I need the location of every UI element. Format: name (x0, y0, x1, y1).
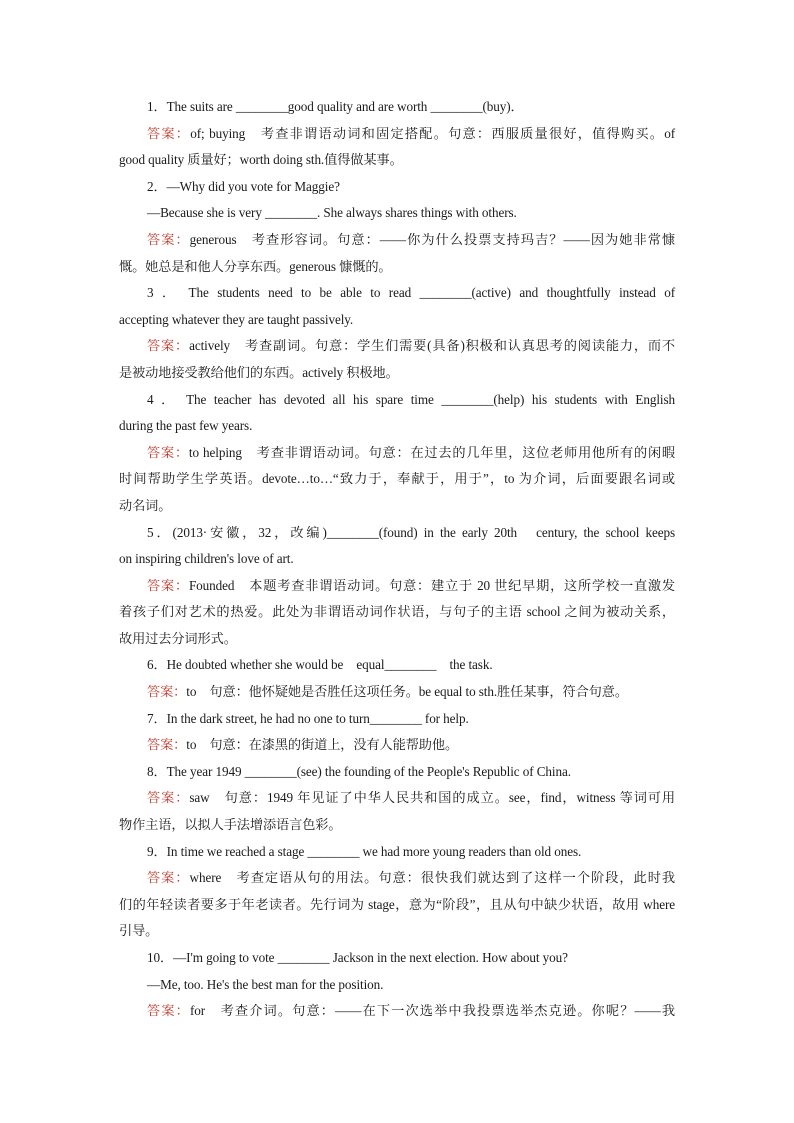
question-line: accepting whatever they are taught passively. (119, 311, 354, 327)
answer-line (119, 785, 675, 812)
exercise-item-1 (119, 94, 675, 174)
answer-continuation: 时间帮助学生学英语。devote…to…“致力于，奉献于，用于”，to 为介词，后面要跟名词或 (119, 471, 675, 487)
answer-continuation: 引导。 (119, 923, 159, 939)
answer-text: generous 考查形容词。句意：——你为什么投票支持玛吉？——因为她非常慷 (189, 231, 676, 247)
answer-text: Founded 本题考查非谓语动词。句意：建立于 20 世纪早期，这所学校一直激发 (188, 577, 675, 593)
exercise-item-10 (119, 945, 675, 1025)
question-line: 9．In time we reached a stage ________ we had more young readers than old ones. (147, 843, 582, 859)
answer-continuation: 慨。她总是和他人分享东西。generous 慷慨的。 (119, 258, 392, 274)
answer-continuation: 物作主语，以拟人手法增添语言色彩。 (119, 817, 342, 833)
answer-line (119, 573, 675, 600)
answer-line (119, 679, 675, 706)
answer-label: 答案： (147, 577, 189, 593)
answer-label: 答案： (147, 684, 187, 700)
exercise-item-4 (119, 387, 675, 520)
question-line: on inspiring children's love of art. (119, 551, 294, 567)
answer-text: to 句意：在漆黑的街道上，没有人能帮助他。 (186, 737, 459, 753)
answer-line (119, 440, 675, 467)
exercise-page (119, 94, 675, 1025)
question-line: 5．(2013·安徽，32，改编)________(found) in the early 20th century, the school keeps (147, 524, 675, 540)
answer-text: to 句意：他怀疑她是否胜任这项任务。be equal to sth.胜任某事，符合句意。 (186, 684, 628, 700)
exercise-item-2 (119, 174, 675, 280)
exercise-item-6 (119, 652, 675, 705)
exercise-item-3 (119, 280, 675, 386)
question-line: 3 ． The students need to be able to read ________(active) and thoughtfully instead of (147, 285, 675, 301)
exercise-item-5 (119, 520, 675, 653)
answer-continuation: 着孩子们对艺术的热爱。此处为非谓语动词作状语，与句子的主语 school 之间为被动关系， (119, 604, 675, 620)
answer-continuation: 动名词。 (119, 497, 172, 513)
answer-text: where 考查定语从句的用法。句意：很快我们就达到了这样一个阶段，此时我 (189, 870, 676, 886)
answer-line (119, 998, 675, 1025)
answer-text: for 考查介词。句意：——在下一次选举中我投票选举杰克逊。你呢？——我 (189, 1003, 675, 1019)
question-line: 6．He doubted whether she would be equal________ the task. (147, 657, 493, 673)
answer-label: 答案： (147, 231, 190, 247)
answer-continuation: 们的年轻读者要多于年老读者。先行词为 stage，意为“阶段”，且从句中缺少状语，故用 where (119, 896, 675, 912)
answer-line (119, 333, 675, 360)
question-line: 4 ． The teacher has devoted all his spare time ________(help) his students with English (147, 391, 675, 407)
answer-text: actively 考查副词。句意：学生们需要(具备)积极和认真思考的阅读能力，而不 (189, 338, 676, 354)
answer-label: 答案： (147, 444, 189, 460)
answer-label: 答案： (147, 338, 190, 354)
answer-text: to helping 考查非谓语动词。句意：在过去的几年里，这位老师用他所有的闲暇 (188, 444, 675, 460)
question-line: during the past few years. (119, 418, 253, 434)
question-line: 1．The suits are ________good quality and are worth ________(buy)． (147, 99, 524, 114)
answer-line (119, 121, 675, 148)
answer-label: 答案： (147, 790, 190, 806)
answer-line (119, 865, 675, 892)
question-line: —Me, too. He's the best man for the position. (147, 976, 384, 992)
answer-line (119, 227, 675, 254)
answer-continuation: good quality 质量好；worth doing sth.值得做某事。 (119, 152, 403, 168)
answer-label: 答案： (147, 870, 190, 886)
answer-continuation: 故用过去分词形式。 (119, 630, 237, 646)
exercise-item-7 (119, 706, 675, 759)
question-line: —Because she is very ________. She always shares things with others. (147, 205, 517, 221)
question-line: 8．The year 1949 ________(see) the founding of the People's Republic of China. (147, 763, 571, 779)
answer-text: saw 句意：1949 年见证了中华人民共和国的成立。see，find，witness 等词可用 (189, 790, 676, 806)
answer-label: 答案： (147, 737, 187, 753)
question-line: 2．—Why did you vote for Maggie? (147, 178, 340, 194)
answer-line (119, 732, 675, 759)
answer-continuation: 是被动地接受教给他们的东西。actively 积极地。 (119, 364, 399, 380)
exercise-item-9 (119, 839, 675, 945)
question-line: 7．In the dark street, he had no one to turn________ for help. (147, 710, 469, 726)
question-line: 10．—I'm going to vote ________ Jackson in the next election. How about you? (147, 950, 568, 965)
exercise-item-8 (119, 759, 675, 839)
answer-text: of; buying 考查非谓语动词和固定搭配。句意：西服质量很好，值得购买。of (190, 125, 675, 141)
answer-label: 答案： (147, 1003, 190, 1019)
answer-label: 答案： (147, 125, 191, 141)
